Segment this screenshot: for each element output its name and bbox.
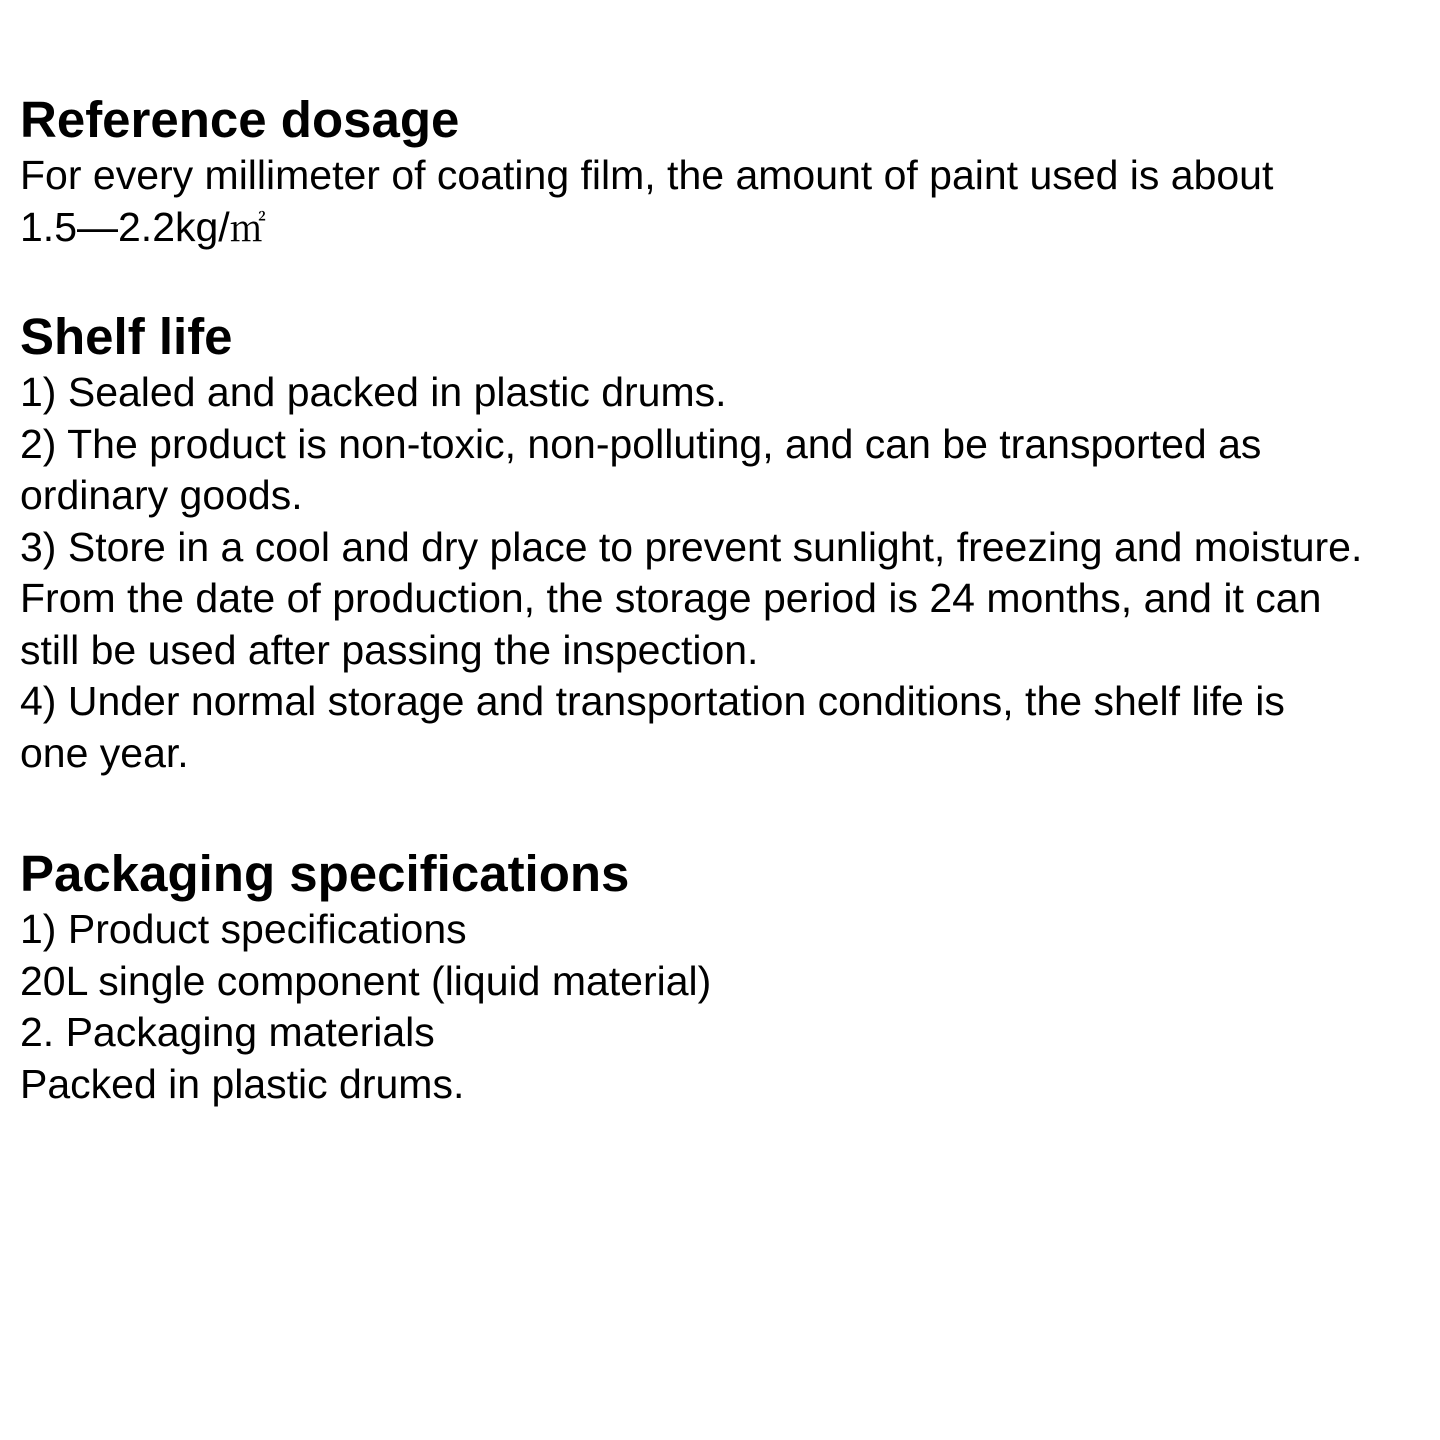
shelf-life-line-1: 1) Sealed and packed in plastic drums. <box>20 369 727 415</box>
dosage-amount: 1.5—2.2kg/ <box>20 203 230 250</box>
shelf-life-line-4: 3) Store in a cool and dry place to prevent sunlight, freezing and moisture. <box>20 523 1363 570</box>
packaging-line-2: 20L single component (liquid material) <box>20 957 712 1004</box>
reference-dosage-section <box>20 90 1430 253</box>
shelf-life-line-3: ordinary goods. <box>20 472 303 518</box>
shelf-life-line-8: one year. <box>20 729 189 776</box>
packaging-line-4: Packed in plastic drums. <box>20 1060 465 1107</box>
dosage-unit: ㎡ <box>229 208 266 250</box>
shelf-life-section <box>20 307 1430 779</box>
section-heading-reference-dosage: Reference dosage <box>20 91 460 148</box>
packaging-line-1: 1) Product specifications <box>20 906 467 952</box>
shelf-life-line-2: 2) The product is non-toxic, non-polluting, and can be transported as <box>20 420 1262 467</box>
dosage-line-1: For every millimeter of coating film, the amount of paint used is about <box>20 152 1274 198</box>
packaging-specifications-section <box>20 844 1430 1110</box>
section-heading-shelf-life: Shelf life <box>20 308 233 365</box>
shelf-life-line-6: still be used after passing the inspection. <box>20 626 759 673</box>
shelf-life-line-5: From the date of production, the storage period is 24 months, and it can <box>20 575 1322 621</box>
packaging-line-3: 2. Packaging materials <box>20 1009 435 1055</box>
section-heading-packaging-specifications: Packaging specifications <box>20 845 630 902</box>
dosage-line-2 <box>20 202 1430 254</box>
shelf-life-line-7: 4) Under normal storage and transportation conditions, the shelf life is <box>20 678 1285 724</box>
